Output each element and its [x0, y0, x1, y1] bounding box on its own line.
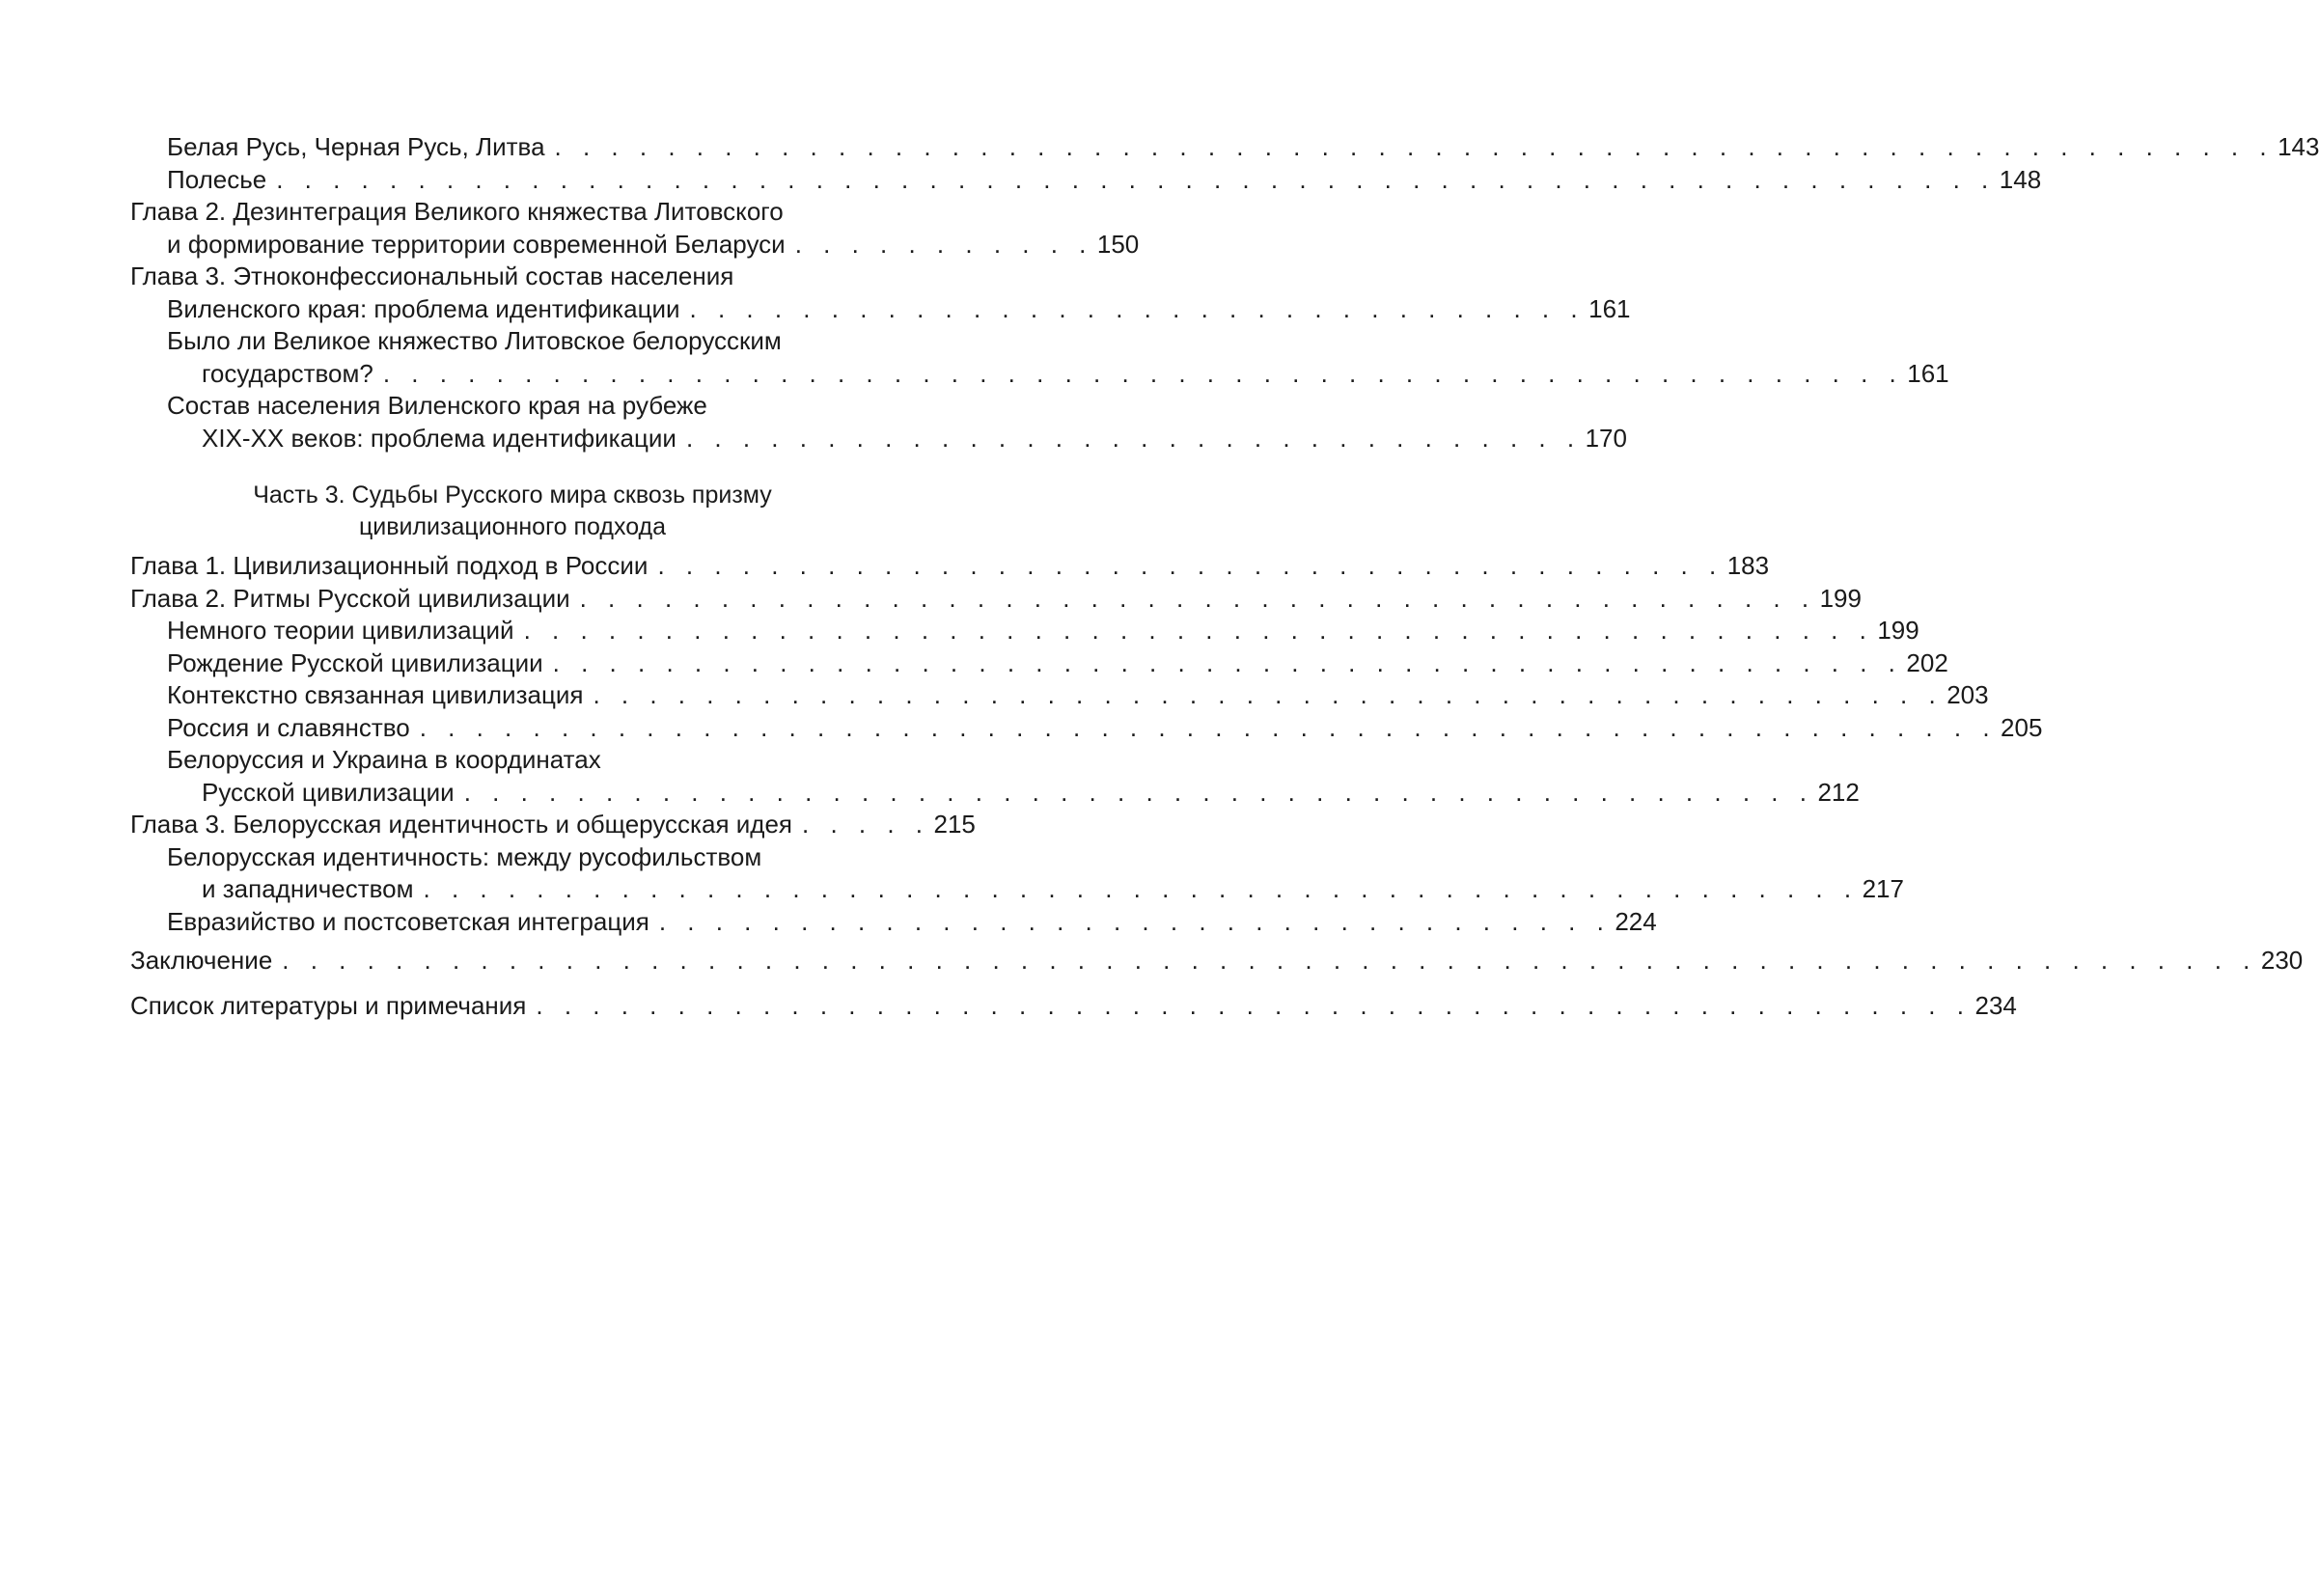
toc-entry-title-line2: и формирование территории современной Беларуси	[167, 229, 786, 259]
toc-entry-title-line2: и западничеством	[202, 874, 414, 903]
dot-leader: . . . . . . . . . . . . . . . . . . . . . . . . . . . . . . . . . . . . . . . . . . . . . . . . . . . . . .	[382, 358, 1904, 388]
toc-entry-title: Евразийство и постсоветская интеграция	[167, 906, 649, 936]
toc-page-number: 199	[1877, 616, 1919, 645]
toc-page-number: 148	[1999, 164, 2042, 194]
toc-page-number: 215	[933, 810, 976, 839]
dot-leader: . . . . . . . . . . . . . . . . . . . . . . . . . . . . . . . . . . . . . . . . . . . . . . . . . . . . . . . . . . . . .	[554, 132, 2275, 161]
toc-entry-title-line1: Было ли Великое княжество Литовское белорусским	[167, 326, 782, 355]
toc-entry-title: Россия и славянство	[167, 712, 410, 742]
toc-entry-title: Заключение	[130, 946, 273, 975]
toc-entry-title-line2: Виленского края: проблема идентификации	[167, 293, 680, 323]
toc-page-number: 224	[1615, 906, 1657, 936]
toc-entry-title: Глава 1. Цивилизационный подход в России	[130, 551, 649, 580]
dot-leader: . . . . . . . . . . . . . . . . . . . . . . . . . . . . . . . .	[689, 293, 1586, 323]
toc-entry-title-line1: Белорусская идентичность: между русофильством	[167, 841, 762, 871]
toc-entry-belaya-rus[interactable]	[130, 131, 2319, 164]
toc-entry-belarus-ukraine[interactable]	[130, 744, 1860, 809]
toc-page-number: 161	[1907, 358, 1949, 388]
toc-entry-vilna-population[interactable]	[130, 390, 1627, 454]
dot-leader: . . . . . . . . . . . . . . . . . . . . . . . . . . . . . . . . . . . . . . . . . . . . . . . .	[593, 680, 1944, 709]
dot-leader: . . . . . . . . . . . . . . . . . . . . . . . . . . . . . . . . . . . . . . . . . . . . . . . .	[523, 616, 1874, 645]
dot-leader: . . . . . . . . . . . . . . . . . . . . . . . . . . . . . . . . . . . . . . . . . . . .	[579, 583, 1816, 613]
toc-page-number: 183	[1726, 551, 1770, 580]
part-heading-line2: цивилизационного подхода	[358, 513, 667, 540]
toc-entry-bibliography[interactable]	[130, 990, 2017, 1023]
toc-entry-belarusian-identity[interactable]	[130, 841, 1904, 906]
toc-page-number: 143	[2278, 132, 2319, 161]
table-of-contents	[130, 131, 2319, 1022]
toc-entry-title-line1: Состав населения Виленского края на рубеже	[167, 391, 707, 420]
toc-entry-title: Полесье	[167, 164, 267, 194]
toc-entry-context-civilization[interactable]	[130, 679, 1989, 712]
toc-entry-title: Белая Русь, Черная Русь, Литва	[167, 132, 545, 161]
dot-leader: . . . . . . . . . . . . . . . . . . . . . . . . . . . . . . . . . . . . . . . . . . . . . . . .	[552, 647, 1903, 677]
toc-page-number: 203	[1946, 680, 1989, 709]
dot-leader: . . . . . . . . . . . . . . . . . . . . . . . . . . . . . . . . . . . . . . . . . . . . . . . . . . . . . . . . . . . . . . . . . . . . . .	[282, 946, 2257, 975]
dot-leader: . . . . . . . . . . . . . . . . . . . . . . . . . . . . . . . . . . . . . .	[657, 551, 1724, 580]
toc-entry-title: Контекстно связанная цивилизация	[167, 680, 584, 709]
toc-entry-eurasianism[interactable]	[130, 906, 1657, 939]
toc-entry-conclusion[interactable]	[130, 945, 2304, 977]
toc-entry-civilization-theory[interactable]	[130, 615, 1919, 647]
toc-part-heading[interactable]	[130, 480, 895, 543]
dot-leader: . . . . . . . . . . . . . . . . . . . . . . . . . . . . . . . . . . . . . . . . . . . . . . . . . . . . . . . .	[419, 712, 1998, 742]
toc-entry-title-line2: государством?	[202, 358, 373, 388]
toc-entry-title: Список литературы и примечания	[130, 990, 527, 1020]
dot-leader: . . . . . . . . . . . . . . . . . . . . . . . . . . . . . . . . . . . . . . . . . . . . . . . . . . .	[536, 990, 1972, 1020]
dot-leader: . . . . . . . . . . .	[794, 229, 1093, 259]
toc-entry-glava1-civilizational[interactable]	[130, 550, 1770, 583]
toc-entry-title-line1: Глава 2. Дезинтеграция Великого княжества Литовского	[130, 197, 784, 226]
toc-entry-birth-civilization[interactable]	[130, 647, 1948, 680]
part-heading-line1: Часть 3. Судьбы Русского мира сквозь призму	[253, 482, 772, 509]
toc-page-number: 202	[1906, 647, 1948, 677]
toc-page-number: 234	[1974, 990, 2017, 1020]
dot-leader: . . . . . . . . . . . . . . . . . . . . . . . . . . . . . . . . . . . . . . . . . . . . . . . . . . . . . . . . . . . . .	[276, 164, 1996, 194]
toc-entry-title: Немного теории цивилизаций	[167, 616, 514, 645]
toc-entry-glava2-rhythms[interactable]	[130, 583, 1862, 616]
toc-entry-title: Глава 2. Ритмы Русской цивилизации	[130, 583, 570, 613]
toc-page-number: 205	[2001, 712, 2043, 742]
toc-page-number: 217	[1862, 874, 1904, 903]
toc-page-number: 212	[1817, 777, 1860, 807]
toc-entry-title-line1: Глава 3. Этноконфессиональный состав населения	[130, 261, 734, 290]
toc-page-number: 161	[1588, 293, 1631, 323]
toc-entry-title-line2: Русской цивилизации	[202, 777, 455, 807]
toc-entry-glava3-identity[interactable]	[130, 809, 976, 841]
toc-page-number: 230	[2260, 946, 2304, 975]
toc-entry-title-line1: Белоруссия и Украина в координатах	[167, 745, 601, 774]
toc-entry-russia-slavdom[interactable]	[130, 712, 2043, 745]
dot-leader: . . . . . . . . . . . . . . . . . . . . . . . . . . . . . . . . . .	[658, 906, 1612, 936]
toc-entry-title-line2: XIX-XX веков: проблема идентификации	[202, 423, 676, 453]
dot-leader: . . . . . . . . . . . . . . . . . . . . . . . . . . . . . . . .	[685, 423, 1582, 453]
dot-leader: . . . . . . . . . . . . . . . . . . . . . . . . . . . . . . . . . . . . . . . . . . . . . . . .	[463, 777, 1814, 807]
toc-entry-title: Рождение Русской цивилизации	[167, 647, 543, 677]
toc-entry-glava3-ethnoconfessional[interactable]	[130, 261, 1631, 325]
toc-page-number: 150	[1096, 229, 1140, 259]
toc-page-number: 199	[1819, 583, 1862, 613]
dot-leader: . . . . . . . . . . . . . . . . . . . . . . . . . . . . . . . . . . . . . . . . . . . . . . . . . . .	[423, 874, 1859, 903]
toc-entry-polesye[interactable]	[130, 164, 2042, 197]
toc-entry-vkl-belarusian-state[interactable]	[130, 325, 1949, 390]
toc-page-number: 170	[1585, 423, 1627, 453]
toc-entry-glava2-disintegration[interactable]	[130, 196, 1140, 261]
toc-entry-title: Глава 3. Белорусская идентичность и общерусская идея	[130, 810, 792, 839]
dot-leader: . . . . .	[802, 810, 930, 839]
